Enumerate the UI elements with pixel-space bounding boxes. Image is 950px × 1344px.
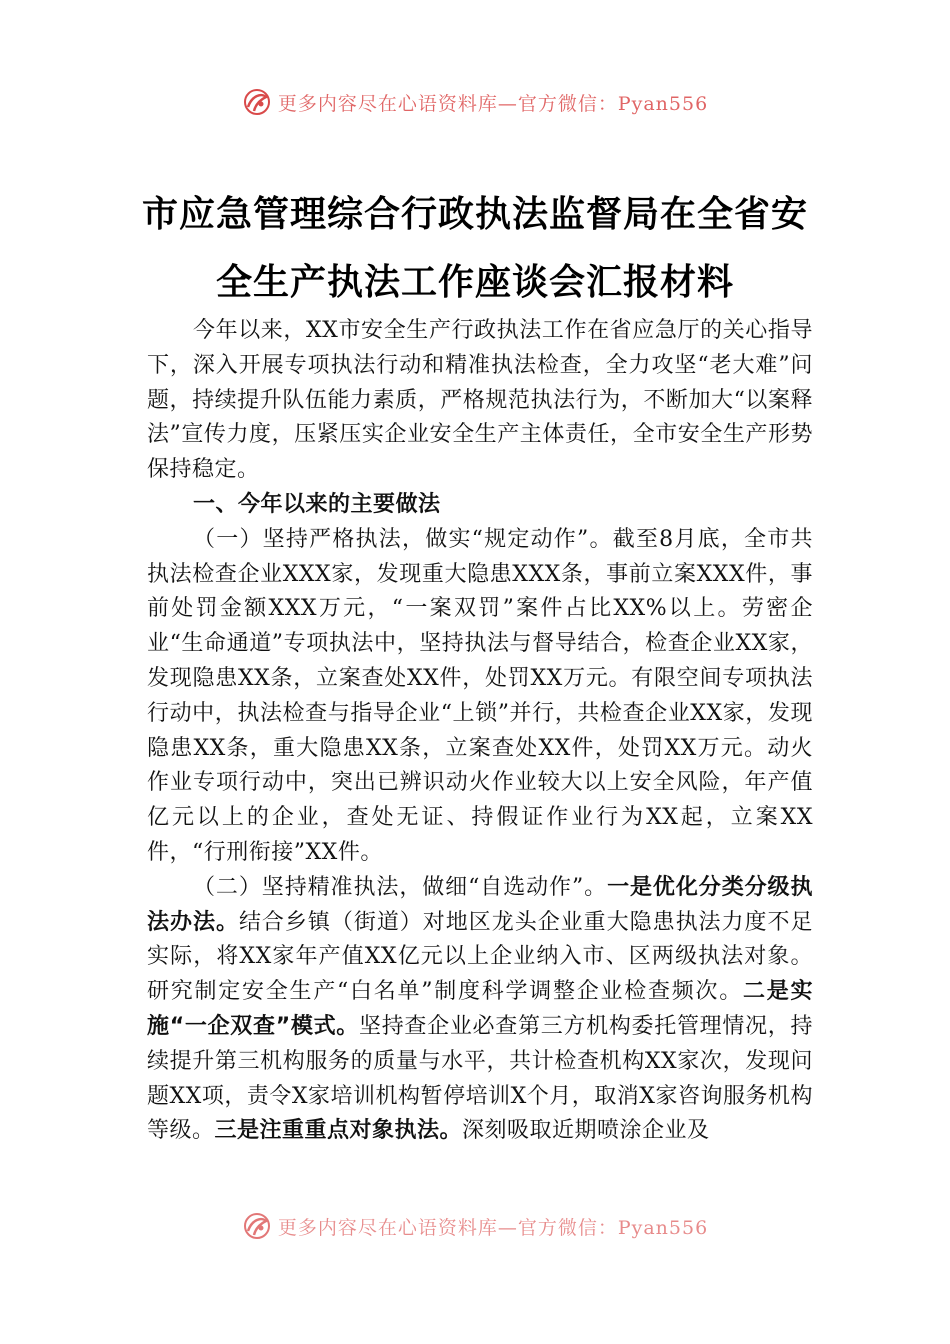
watermark-footer [0, 1206, 950, 1246]
item-2-paragraph [147, 871, 813, 1149]
watermark-header [0, 82, 950, 122]
section-heading: 一、今年以来的主要做法 [193, 491, 441, 517]
item-2-bold-3: 三是注重重点对象执法。 [214, 1118, 463, 1144]
item-1-paragraph: （一）坚持严格执法，做实“规定动作”。截至8月底，全市共执法检查企业XXX家，发现重大隐患XXX条，事前立案XXX件，事前处罚金额XXX万元，“一案双罚”案件占比XX%以上。劳密企业“生命通道”专项执法中，坚持执法与督导结合，检查企业XX家，发现隐患XX条，立案查处XX件，处罚XX万元。有限空间专项执法行动中，执法检查与指导企业“上锁”并行，共检查企业XX家，发现隐患XX条，重大隐患XX条，立案查处XX件，处罚XX万元。动火作业专项行动中，突出已辨识动火作业较大以上安全风险，年产值亿元以上的企业，查处无证、持假证作业行为XX起，立案XX件，“行刑衔接”XX件。 [147, 526, 813, 865]
document-title-line-1: 市应急管理综合行政执法监督局在全省安 [141, 193, 808, 235]
document-body [147, 314, 813, 1149]
brush-logo-icon [242, 1211, 272, 1241]
brush-logo-icon [242, 87, 272, 117]
item-2-bold-1: 一是优化分类分级执法办法。 [147, 874, 813, 935]
intro-paragraph: 今年以来，XX市安全生产行政执法工作在省应急厅的关心指导下，深入开展专项执法行动和精准执法检查，全力攻坚“老大难”问题，持续提升队伍能力素质，严格规范执法行为，不断加大“以案释法”宣传力度，压紧压实企业安全生产主体责任，全市安全生产形势保持稳定。 [147, 318, 813, 483]
watermark-text: 更多内容尽在心语资料库—官方微信：Pyan556 [277, 1216, 709, 1239]
item-2-text-3: 深刻吸取近期喷涂企业及 [462, 1118, 710, 1144]
watermark-text: 更多内容尽在心语资料库—官方微信：Pyan556 [277, 92, 709, 115]
item-2-text-1: 结合乡镇（街道）对地区龙头企业重大隐患执法力度不足实际，将XX家年产值XX亿元以上企业纳入市、区两级执法对象。研究制定安全生产“白名单”制度科学调整企业检查频次。 [147, 909, 813, 1005]
document-title-line-2: 全生产执法工作座谈会汇报材料 [215, 261, 734, 303]
item-2-bold-2: 二是实施“一企双查”模式。 [147, 979, 813, 1039]
item-2-lead: （二）坚持精准执法，做细“自选动作”。 [193, 874, 608, 900]
item-2-text-2: 坚持查企业必查第三方机构委托管理情况，持续提升第三机构服务的质量与水平，共计检查机构XX家次，发现问题XX项，责令X家培训机构暂停培训X个月，取消X家咨询服务机构等级。 [147, 1013, 813, 1144]
